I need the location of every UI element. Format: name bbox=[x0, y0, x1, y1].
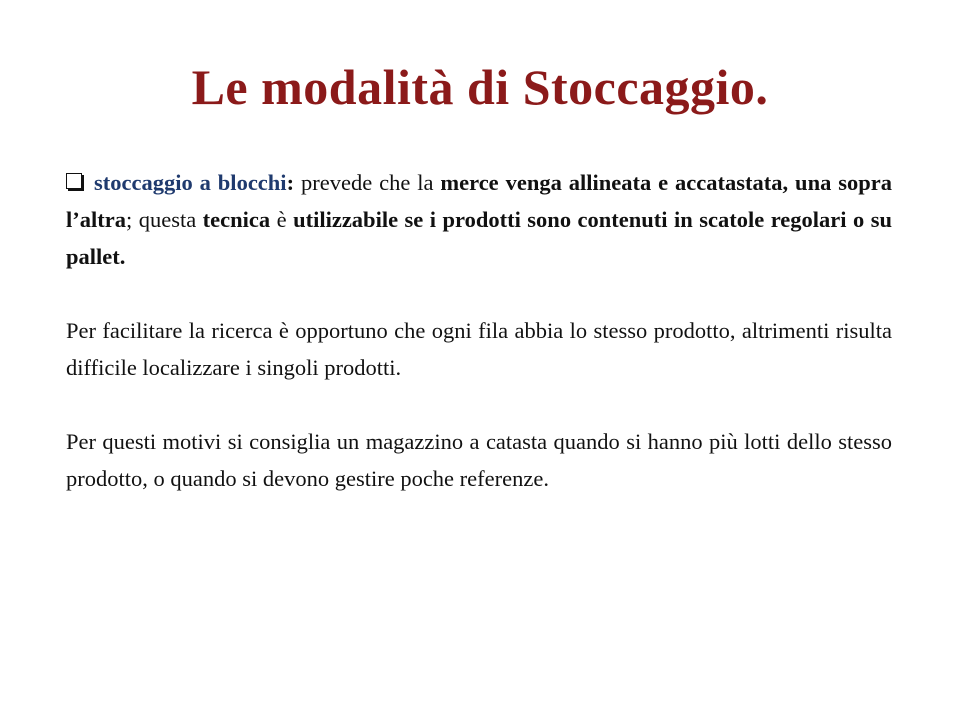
bullet-term: stoccaggio a blocchi bbox=[94, 170, 287, 195]
paragraph-2: Per questi motivi si consiglia un magazzino a catasta quando si hanno più lotti dello stesso prodotto, o quando si devono gestire poche referenze. bbox=[66, 429, 892, 491]
bullet-text-3: è bbox=[270, 207, 294, 232]
slide-title: Le modalità di Stoccaggio. bbox=[191, 59, 769, 115]
slide-body bbox=[66, 164, 892, 497]
bullet-text-1: prevede che la bbox=[294, 170, 441, 195]
bullet-colon: : bbox=[286, 170, 295, 195]
bullet-text-2: ; questa bbox=[125, 207, 203, 232]
hollow-square-bullet-icon bbox=[66, 173, 82, 189]
bullet-bold-2: tecnica bbox=[202, 207, 271, 232]
bullet-bold-1: merce venga allineata e accatastata, una sopra l’altra bbox=[66, 170, 892, 232]
bullet-bold-3: utilizzabile se i prodotti sono contenuti in scatole regolari o su pallet. bbox=[66, 207, 892, 269]
bullet-paragraph bbox=[66, 164, 892, 275]
paragraph-1: Per facilitare la ricerca è opportuno che ogni fila abbia lo stesso prodotto, altrimenti risulta difficile localizzare i singoli prodotti. bbox=[66, 318, 892, 380]
